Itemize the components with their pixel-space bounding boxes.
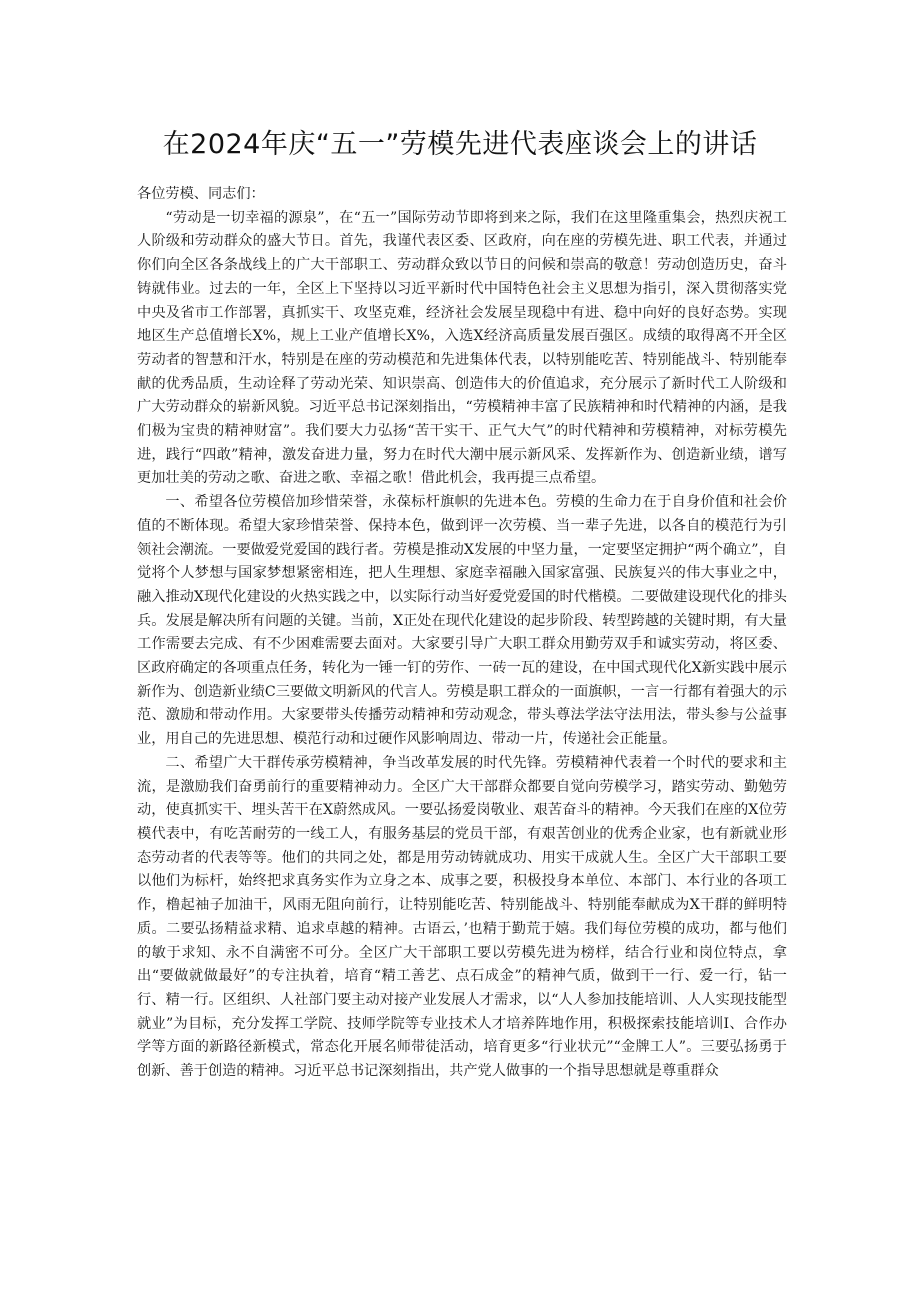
document-body [137, 183, 787, 1084]
document-title: 在2024年庆“五一”劳模先进代表座谈会上的讲话 [162, 129, 758, 160]
paragraph-hope-two: 二、希望广大干群传承劳模精神，争当改革发展的时代先锋。劳模精神代表着一个时代的要求和主流，是激励我们奋勇前行的重要精神动力。全区广大干部群众都要自觉向劳模学习，踏实劳动、勤勉劳动，使真抓实干、埋头苦干在X蔚然成风。一要弘扬爱岗敬业、艰苦奋斗的精神。今天我们在座的X位劳模代表中，有吃苦耐劳的一线工人，有服务基层的党员干部，有艰苦创业的优秀企业家，也有新就业形态劳动者的代表等等。他们的共同之处，都是用劳动铸就成功、用实干成就人生。全区广大干部职工要以他们为标杆，始终把求真务实作为立身之本、成事之要，积极投身本单位、本部门、本行业的各项工作，橹起袖子加油干，风雨无阻向前行，让特别能吃苦、特别能战斗、特别能奉献成为X干群的鲜明特质。二要弘扬精益求精、追求卓越的精神。古语云，’也精于勤荒于嬉。我们每位劳模的成功，都与他们的敏于求知、永不自满密不可分。全区广大干部职工要以劳模先进为榜样，结合行业和岗位特点，拿出“要做就做最好”的专注执着，培育“精工善艺、点石成金”的精神气质，做到干一行、爱一行，钻一行、精一行。区组织、人社部门要主动对接产业发展人才需求，以“人人参加技能培训、人人实现技能型就业”为目标，充分发挥工学院、技师学院等专业技术人才培养阵地作用，积极探索技能培训Ⅰ、合作办学等方面的新路径新模式，常态化开展名师带徒活动，培育更多“行业状元”“金牌工人”。三要弘扬勇于创新、善于创造的精神。习近平总书记深刻指出，共产党人做事的一个指导思想就是尊重群众 [137, 754, 787, 1080]
paragraph-hope-one: 一、希望各位劳模倍加珍惜荣誉，永葆标杆旗帜的先进本色。劳模的生命力在于自身价值和社会价值的不断体现。希望大家珍惜荣誉、保持本色，做到评一次劳模、当一辈子先进，以各自的模范行为引领社会潮流。一要做爱党爱国的践行者。劳模是推动X发展的中坚力量，一定要坚定拥护“两个确立”，自觉将个人梦想与国家梦想紧密相连，把人生理想、家庭幸福融入国家富强、民族复兴的伟大事业之中，融入推动X现代化建设的火热实践之中，以实际行动当好爱党爱国的时代楷模。二要做建设现代化的排头兵。发展是解决所有问题的关键。当前，X正处在现代化建设的起步阶段、转型跨越的关键时期，有大量工作需要去完成、有不少困难需要去面对。大家要引导广大职工群众用勤劳双手和诚实劳动，将区委、区政府确定的各项重点任务，转化为一锤一钉的劳作、一砖一瓦的建设，在中国式现代化X新实践中展示新作为、创造新业绩C三要做文明新风的代言人。劳模是职工群众的一面旗帜，一言一行都有着强大的示范、激励和带动作用。大家要带头传播劳动精神和劳动观念，带头尊法学法守法用法，带头参与公益事业，用自己的先进思想、模范行动和过硬作风影响周边、带动一片，传递社会正能量。 [137, 494, 787, 748]
salutation: 各位劳模、同志们： [137, 186, 265, 202]
paragraph-intro: “劳动是一切幸福的源泉”，在“五一”国际劳动节即将到来之际，我们在这里隆重集会，热烈庆祝工人阶级和劳动群众的盛大节日。首先，我谨代表区委、区政府，向在座的劳模先进、职工代表，并通过你们向全区各条战线上的广大干部职工、劳动群众致以节日的问候和崇高的敬意！劳动创造历史，奋斗铸就伟业。过去的一年，全区上下坚持以习近平新时代中国特色社会主义思想为指引，深入贯彻落实党中央及省市工作部署，真抓实干、攻坚克难，经济社会发展呈现稳中有进、稳中向好的良好态势。实现地区生产总值增长X%，规上工业产值增长X%，入选X经济高质量发展百强区。成绩的取得离不开全区劳动者的智慧和汗水，特别是在座的劳动模范和先进集体代表，以特别能吃苦、特别能战斗、特别能奉献的优秀品质，生动诠释了劳动光荣、知识崇高、创造伟大的价值追求，充分展示了新时代工人阶级和广大劳动群众的崭新风貌。习近平总书记深刻指出，“劳模精神丰富了民族精神和时代精神的内涵，是我们极为宝贵的精神财富”。我们要大力弘扬“苦干实干、正气大气”的时代精神和劳模精神，对标劳模先进，践行“四敢”精神，激发奋进力量，努力在时代大潮中展示新风采、发挥新作为、创造新业绩，谱写更加壮美的劳动之歌、奋进之歌、幸福之歌！借此机会，我再提三点希望。 [137, 209, 787, 487]
